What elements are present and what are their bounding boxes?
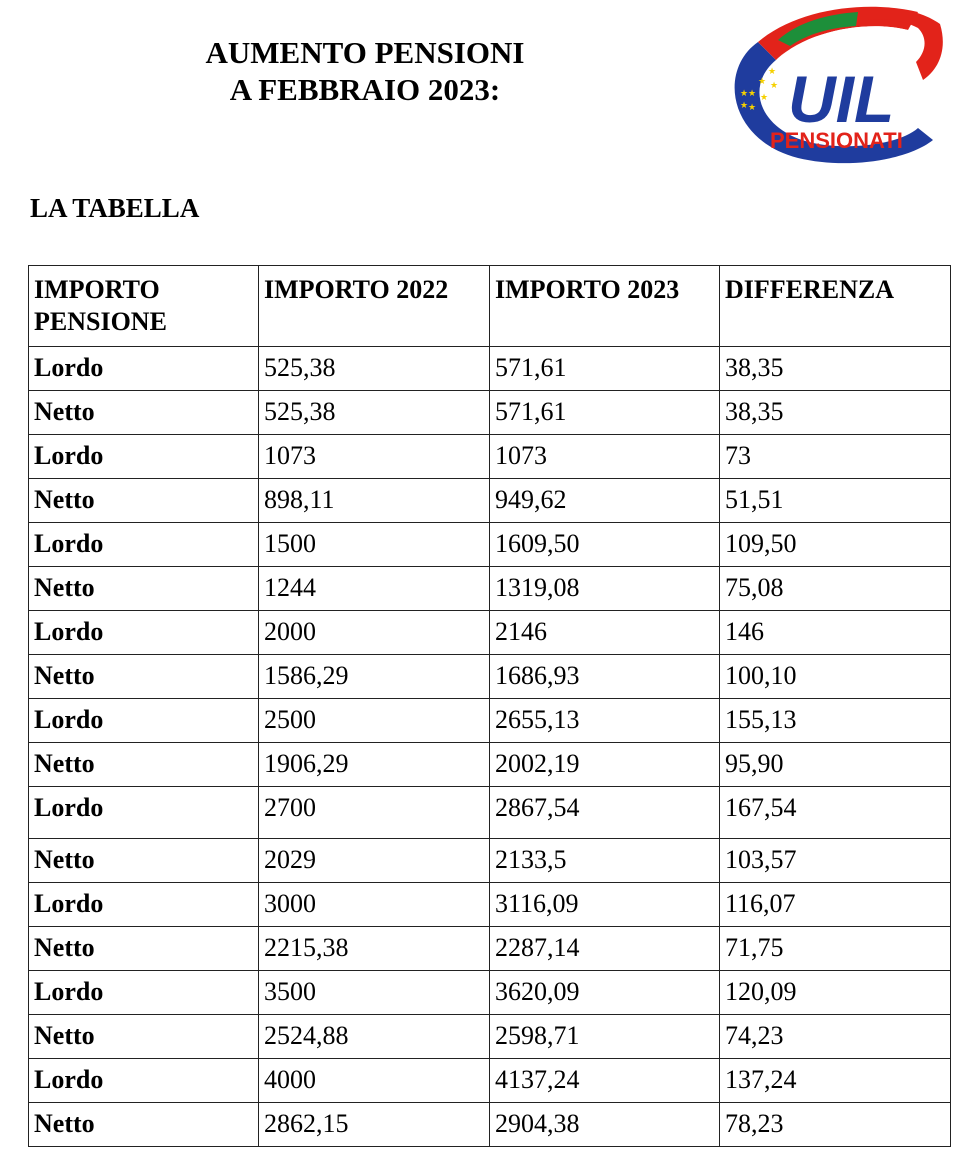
table-row [29, 787, 951, 839]
table-row [29, 479, 951, 523]
cell-importo-2023: 4137,24 [490, 1059, 720, 1103]
cell-importo-2023: 571,61 [490, 347, 720, 391]
table-row [29, 435, 951, 479]
table-row [29, 567, 951, 611]
cell-differenza: 38,35 [720, 391, 951, 435]
cell-importo-2023: 2002,19 [490, 743, 720, 787]
cell-importo-2022: 4000 [259, 1059, 490, 1103]
cell-importo-2023: 3620,09 [490, 971, 720, 1015]
cell-importo-2023: 1609,50 [490, 523, 720, 567]
cell-differenza: 109,50 [720, 523, 951, 567]
header-differenza: DIFFERENZA [720, 266, 951, 347]
cell-importo-2022: 1073 [259, 435, 490, 479]
svg-text:★: ★ [760, 93, 769, 103]
table-row [29, 611, 951, 655]
table-body [29, 347, 951, 1147]
header-importo-2023: IMPORTO 2023 [490, 266, 720, 347]
cell-importo-2023: 1686,93 [490, 655, 720, 699]
cell-tipo: Lordo [29, 611, 259, 655]
header-importo-pensione: IMPORTO PENSIONE [29, 266, 259, 347]
cell-importo-2023: 2287,14 [490, 927, 720, 971]
cell-importo-2022: 3000 [259, 883, 490, 927]
table-row [29, 347, 951, 391]
svg-text:★: ★ [748, 103, 757, 113]
uil-pensionati-logo [718, 0, 950, 168]
cell-importo-2023: 1319,08 [490, 567, 720, 611]
cell-importo-2023: 2133,5 [490, 839, 720, 883]
cell-importo-2022: 2215,38 [259, 927, 490, 971]
cell-tipo: Netto [29, 567, 259, 611]
section-subtitle: LA TABELLA [30, 193, 200, 223]
cell-importo-2022: 1586,29 [259, 655, 490, 699]
pension-table [28, 265, 951, 1147]
cell-tipo: Lordo [29, 883, 259, 927]
cell-differenza: 51,51 [720, 479, 951, 523]
cell-differenza: 95,90 [720, 743, 951, 787]
cell-tipo: Netto [29, 1103, 259, 1147]
table-header-row [29, 266, 951, 347]
table-row [29, 971, 951, 1015]
cell-differenza: 74,23 [720, 1015, 951, 1059]
cell-differenza: 71,75 [720, 927, 951, 971]
cell-differenza: 103,57 [720, 839, 951, 883]
cell-importo-2023: 2904,38 [490, 1103, 720, 1147]
svg-text:★: ★ [748, 89, 757, 99]
cell-importo-2023: 571,61 [490, 391, 720, 435]
cell-tipo: Lordo [29, 971, 259, 1015]
cell-importo-2022: 1906,29 [259, 743, 490, 787]
cell-tipo: Netto [29, 655, 259, 699]
logo-text-pensionati: PENSIONATI [770, 128, 903, 153]
table-row [29, 927, 951, 971]
cell-tipo: Lordo [29, 523, 259, 567]
table-row [29, 883, 951, 927]
cell-importo-2023: 2146 [490, 611, 720, 655]
cell-differenza: 155,13 [720, 699, 951, 743]
cell-differenza: 73 [720, 435, 951, 479]
cell-tipo: Lordo [29, 435, 259, 479]
cell-differenza: 116,07 [720, 883, 951, 927]
cell-differenza: 120,09 [720, 971, 951, 1015]
cell-importo-2022: 1500 [259, 523, 490, 567]
cell-differenza: 137,24 [720, 1059, 951, 1103]
cell-importo-2022: 2862,15 [259, 1103, 490, 1147]
cell-importo-2023: 2867,54 [490, 787, 720, 839]
cell-tipo: Netto [29, 1015, 259, 1059]
cell-tipo: Netto [29, 839, 259, 883]
cell-importo-2023: 2598,71 [490, 1015, 720, 1059]
cell-tipo: Netto [29, 391, 259, 435]
cell-differenza: 146 [720, 611, 951, 655]
svg-text:★: ★ [768, 67, 777, 77]
logo-text-uil: UIL [788, 62, 895, 136]
cell-importo-2023: 3116,09 [490, 883, 720, 927]
cell-differenza: 75,08 [720, 567, 951, 611]
table-row [29, 391, 951, 435]
table-row [29, 1015, 951, 1059]
svg-text:★: ★ [740, 101, 749, 111]
svg-text:★: ★ [770, 81, 779, 91]
cell-importo-2022: 2524,88 [259, 1015, 490, 1059]
cell-importo-2023: 2655,13 [490, 699, 720, 743]
table-row [29, 523, 951, 567]
cell-tipo: Netto [29, 743, 259, 787]
cell-importo-2023: 949,62 [490, 479, 720, 523]
page-title [150, 34, 580, 108]
cell-importo-2023: 1073 [490, 435, 720, 479]
header-importo-2022: IMPORTO 2022 [259, 266, 490, 347]
table-row [29, 1103, 951, 1147]
cell-importo-2022: 2500 [259, 699, 490, 743]
cell-importo-2022: 2000 [259, 611, 490, 655]
cell-differenza: 100,10 [720, 655, 951, 699]
table-row [29, 699, 951, 743]
cell-importo-2022: 525,38 [259, 391, 490, 435]
table-row [29, 655, 951, 699]
cell-importo-2022: 2029 [259, 839, 490, 883]
svg-text:★: ★ [740, 89, 749, 99]
cell-tipo: Netto [29, 927, 259, 971]
cell-importo-2022: 2700 [259, 787, 490, 839]
title-line-2: A FEBBRAIO 2023: [229, 72, 501, 107]
cell-importo-2022: 525,38 [259, 347, 490, 391]
cell-importo-2022: 3500 [259, 971, 490, 1015]
table-row [29, 839, 951, 883]
cell-differenza: 38,35 [720, 347, 951, 391]
cell-tipo: Netto [29, 479, 259, 523]
cell-differenza: 167,54 [720, 787, 951, 839]
cell-tipo: Lordo [29, 699, 259, 743]
title-line-1: AUMENTO PENSIONI [205, 35, 525, 70]
cell-importo-2022: 1244 [259, 567, 490, 611]
table-row [29, 743, 951, 787]
cell-tipo: Lordo [29, 347, 259, 391]
cell-importo-2022: 898,11 [259, 479, 490, 523]
cell-tipo: Lordo [29, 787, 259, 839]
table-row [29, 1059, 951, 1103]
cell-differenza: 78,23 [720, 1103, 951, 1147]
cell-tipo: Lordo [29, 1059, 259, 1103]
svg-text:★: ★ [758, 77, 767, 87]
